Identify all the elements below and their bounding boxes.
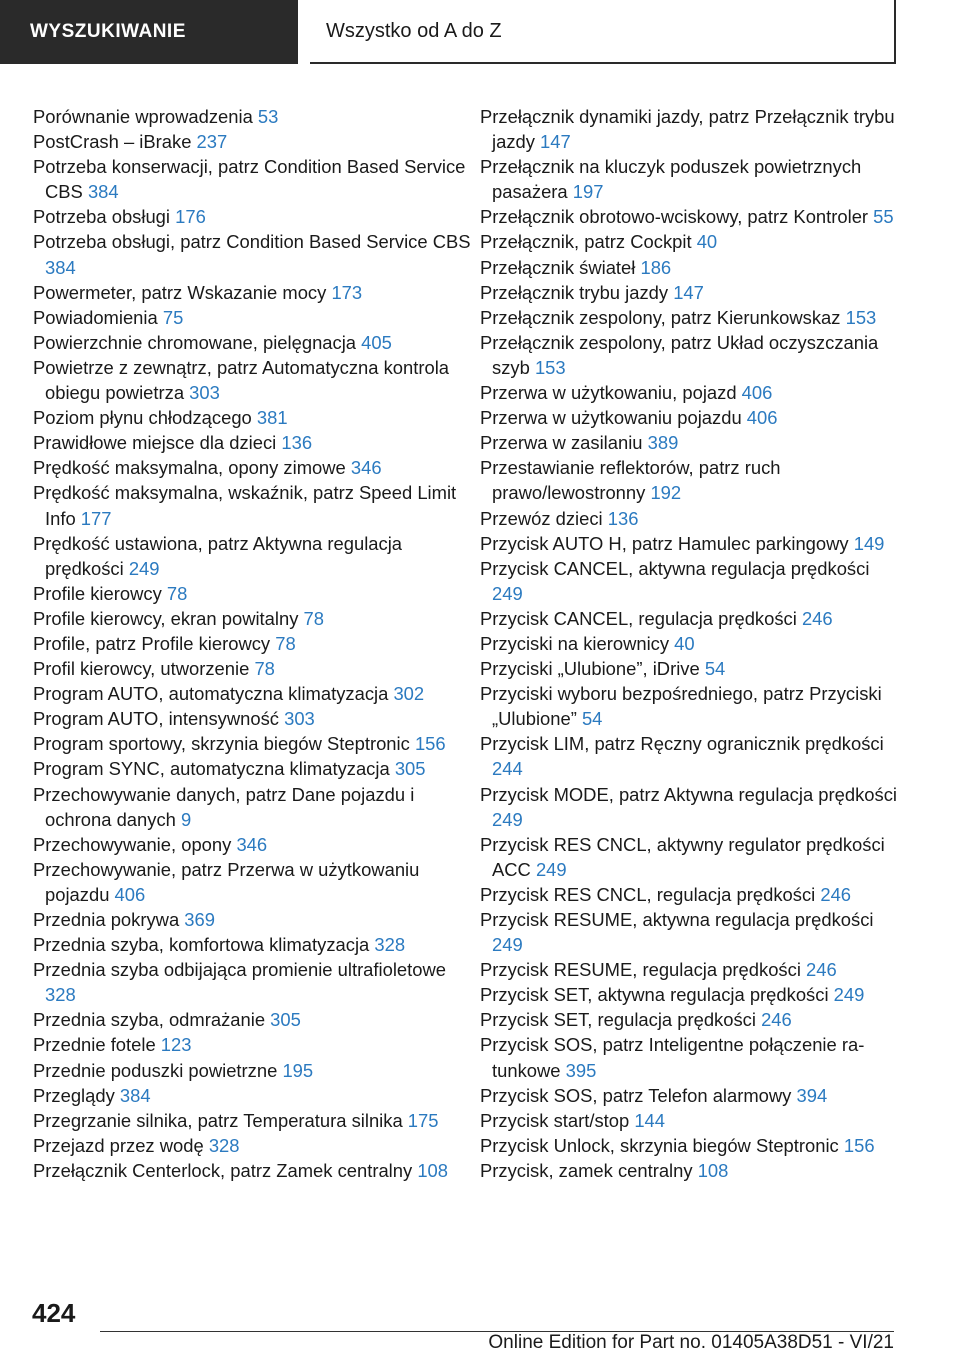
index-entry: [33, 957, 473, 1007]
index-entry-text: Przyciski na kierownicy: [480, 632, 675, 654]
index-entry-text: Przyciski wyboru bezpośredniego, patrz Przyciski „Ulubione”: [480, 683, 882, 730]
page-reference-link[interactable]: 153: [845, 306, 877, 328]
index-entry: [33, 932, 473, 957]
index-entry: [33, 104, 473, 129]
page-reference-link[interactable]: 40: [696, 231, 718, 253]
index-entry: [33, 355, 473, 405]
index-entry-text: Przednia pokrywa: [33, 909, 185, 930]
page-reference-link[interactable]: 249: [128, 557, 160, 579]
page-reference-link[interactable]: 249: [492, 808, 523, 830]
index-entry-text: Przełącznik obrotowo-wciskowy, patrz Kontroler: [480, 206, 874, 228]
index-entry-text: Program AUTO, automatyczna klimatyzacja: [33, 683, 394, 705]
index-entry: [480, 631, 900, 656]
index-entry: [480, 455, 900, 505]
index-entry-text: Przełącznik dynamiki jazdy, patrz Przełącznik trybu jazdy: [480, 106, 895, 153]
index-entry: [480, 656, 900, 681]
footer-edition: Online Edition for Part no. 01405A38D51 - VI/21: [488, 1332, 894, 1353]
page-reference-link[interactable]: 153: [534, 356, 566, 378]
page-header: [0, 0, 960, 66]
index-entry-text: Przeglądy: [33, 1084, 120, 1106]
index-entry: [480, 280, 900, 305]
page-reference-link[interactable]: 108: [697, 1159, 729, 1181]
index-entry-text: Program sportowy, skrzynia biegów Steptronic: [33, 733, 415, 755]
index-entry-text: Przycisk CANCEL, aktywna regulacja prędkości: [480, 557, 870, 579]
index-entry-text: Potrzeba konserwacji, patrz Condition Based Service CBS: [33, 156, 466, 203]
index-entry-text: Przestawianie reflektorów, patrz ruch prawo/lewostronny: [480, 457, 781, 504]
index-entry: [33, 1032, 473, 1057]
index-entry: [33, 1133, 473, 1158]
index-entry-text: Przełącznik zespolony, patrz Układ oczyszczania szyb: [480, 331, 879, 378]
index-entry: [33, 857, 473, 907]
page-reference-link[interactable]: 346: [350, 457, 382, 479]
page-reference-link[interactable]: 55: [873, 206, 894, 228]
index-entry: [480, 1133, 900, 1158]
index-entry: [480, 305, 900, 330]
index-entry: [33, 606, 473, 631]
index-entry-text: Przycisk start/stop: [480, 1109, 635, 1131]
index-entry: [480, 1032, 900, 1082]
index-entry: [480, 430, 900, 455]
index-entry-text: Przednie fotele: [33, 1034, 161, 1056]
index-entry-text: Przycisk RES CNCL, regulacja prędkości: [480, 883, 821, 905]
page-reference-link[interactable]: 303: [189, 382, 220, 404]
index-entry-text: Przednia szyba odbijająca promienie ultrafioletowe: [33, 959, 446, 981]
page-reference-link[interactable]: 369: [184, 909, 215, 930]
page-reference-link[interactable]: 246: [761, 1009, 792, 1031]
header-title-tab: [310, 0, 896, 64]
index-entry-text: Poziom płynu chłodzącego: [33, 407, 257, 429]
page-reference-link[interactable]: 156: [414, 733, 446, 755]
index-entry-text: Przechowywanie danych, patrz Dane pojazdu i ochrona danych: [33, 783, 415, 830]
index-entry: [33, 832, 473, 857]
index-entry: [33, 907, 473, 932]
index-entry: [480, 1083, 900, 1108]
index-entry: [480, 330, 900, 380]
index-entry: [480, 832, 900, 882]
index-entry: [480, 606, 900, 631]
page-title: Wszystko od A do Z: [326, 19, 502, 42]
index-entry-text: Przejazd przez wodę: [33, 1134, 209, 1156]
index-entry: [480, 405, 900, 430]
page-reference-link[interactable]: 123: [160, 1034, 192, 1056]
index-entry-text: Powermeter, patrz Wskazanie mocy: [33, 281, 332, 303]
tab-divider: [298, 0, 310, 64]
page-reference-link[interactable]: 78: [254, 658, 275, 680]
index-entry-text: Przycisk CANCEL, regulacja prędkości: [480, 607, 802, 629]
index-entry-text: Przycisk SET, regulacja prędkości: [480, 1009, 762, 1031]
index-entry-text: PostCrash – iBrake: [33, 131, 197, 153]
index-entry: [33, 782, 473, 832]
page-reference-link[interactable]: 394: [796, 1084, 828, 1106]
page-reference-link[interactable]: 249: [535, 858, 567, 880]
index-entry-text: Profil kierowcy, utworzenie: [33, 658, 255, 680]
index-entry-text: Powietrze z zewnątrz, patrz Automatyczna kontrola obiegu powietrza: [33, 356, 450, 404]
index-entry: [480, 982, 900, 1007]
index-entry-text: Prędkość ustawiona, patrz Aktywna regulacja prędkości: [33, 532, 403, 579]
index-entry-text: Profile kierowcy, ekran powitalny: [33, 607, 304, 629]
page-reference-link[interactable]: 78: [275, 632, 296, 654]
index-entry-text: Przerwa w użytkowaniu pojazdu: [480, 407, 747, 429]
index-entry: [480, 380, 900, 405]
page-reference-link[interactable]: 389: [647, 432, 679, 454]
page-reference-link[interactable]: 192: [650, 482, 682, 504]
index-entry-text: Przycisk, zamek centralny: [480, 1159, 698, 1181]
page-reference-link[interactable]: 177: [80, 507, 112, 529]
index-column-right: [480, 104, 900, 1183]
page-reference-link[interactable]: 249: [492, 582, 523, 604]
index-entry-text: Przełącznik trybu jazdy: [480, 281, 674, 303]
page-reference-link[interactable]: 9: [180, 808, 192, 830]
page-reference-link[interactable]: 328: [208, 1134, 240, 1156]
index-entry: [33, 129, 473, 154]
index-entry: [33, 581, 473, 606]
index-entry-text: Przycisk SOS, patrz Telefon alarmowy: [480, 1084, 797, 1106]
page-reference-link[interactable]: 176: [175, 206, 206, 228]
index-entry: [480, 154, 900, 204]
index-entry: [480, 882, 900, 907]
index-entry: [33, 154, 473, 204]
index-entry-text: Przerwa w użytkowaniu, pojazd: [480, 382, 742, 404]
page-reference-link[interactable]: 395: [565, 1059, 597, 1081]
page-reference-link[interactable]: 346: [236, 833, 268, 855]
page-reference-link[interactable]: 328: [374, 934, 406, 956]
index-entry: [33, 706, 473, 731]
index-entry-text: Porównanie wprowadzenia: [33, 106, 258, 127]
index-entry-text: Przełącznik, patrz Cockpit: [480, 231, 697, 253]
index-entry: [33, 1007, 473, 1032]
page-reference-link[interactable]: 78: [303, 607, 324, 629]
page-reference-link[interactable]: 305: [394, 758, 426, 780]
page-reference-link[interactable]: 136: [607, 507, 639, 529]
index-entry: [480, 255, 900, 280]
page-reference-link[interactable]: 406: [741, 382, 773, 404]
index-entry: [480, 782, 900, 832]
index-entry: [480, 731, 900, 781]
page-reference-link[interactable]: 305: [270, 1009, 301, 1031]
page-reference-link[interactable]: 381: [256, 407, 288, 429]
page-reference-link[interactable]: 405: [361, 331, 392, 353]
page-reference-link[interactable]: 197: [572, 181, 604, 203]
index-entry-text: Przyciski „Ulubione”, iDrive: [480, 658, 705, 680]
index-entry: [480, 1007, 900, 1032]
page-number: 424: [32, 1298, 76, 1328]
page-reference-link[interactable]: 149: [853, 532, 885, 554]
index-entry-text: Program AUTO, intensywność: [33, 708, 285, 730]
page-reference-link[interactable]: 384: [119, 1084, 151, 1106]
page-reference-link[interactable]: 195: [282, 1059, 314, 1081]
page-reference-link[interactable]: 136: [281, 432, 313, 454]
page-reference-link[interactable]: 303: [284, 708, 315, 730]
index-entry: [33, 430, 473, 455]
index-entry-text: Prawidłowe miejsce dla dzieci: [33, 432, 282, 454]
index-entry: [480, 204, 900, 229]
section-tab[interactable]: [0, 0, 298, 64]
index-entry: [33, 280, 473, 305]
page-reference-link[interactable]: 144: [634, 1109, 665, 1131]
index-entry-text: Przełącznik Centerlock, patrz Zamek centralny: [33, 1159, 418, 1181]
index-entry: [33, 480, 473, 530]
index-entry-text: Przechowywanie, patrz Przerwa w użytkowaniu pojazdu: [33, 858, 420, 905]
index-entry-text: Przycisk RESUME, aktywna regulacja prędkości: [480, 909, 874, 930]
page-reference-link[interactable]: 249: [833, 984, 865, 1006]
index-entry-text: Profile, patrz Profile kierowcy: [33, 632, 276, 654]
index-entry: [33, 731, 473, 756]
page-reference-link[interactable]: 246: [820, 883, 852, 905]
page-reference-link[interactable]: 54: [704, 658, 726, 680]
index-entry-text: Przycisk MODE, patrz Aktywna regulacja prędkości: [480, 783, 897, 805]
index-entry-text: Przegrzanie silnika, patrz Temperatura silnika: [33, 1109, 408, 1131]
index-entry: [480, 229, 900, 254]
index-column-left: [33, 104, 473, 1183]
page-reference-link[interactable]: 147: [540, 131, 571, 153]
index-entry-text: Program SYNC, automatyczna klimatyzacja: [33, 758, 395, 780]
page-reference-link[interactable]: 173: [331, 281, 363, 303]
index-entry: [33, 405, 473, 430]
index-entry: [480, 907, 900, 957]
index-entry-text: Przednia szyba, odmrażanie: [33, 1009, 271, 1031]
index-entry-text: Przycisk AUTO H, patrz Hamulec parkingowy: [480, 532, 854, 554]
page-reference-link[interactable]: 406: [746, 407, 778, 429]
index-entry: [480, 104, 900, 154]
page-reference-link[interactable]: 237: [196, 131, 228, 153]
page-reference-link[interactable]: 156: [843, 1134, 875, 1156]
page-reference-link[interactable]: 328: [45, 984, 76, 1006]
index-entry: [33, 756, 473, 781]
index-entry-text: Przycisk RES CNCL, aktywny regulator prędkości ACC: [480, 833, 885, 880]
page-reference-link[interactable]: 246: [806, 959, 837, 981]
index-entry: [33, 1158, 473, 1183]
index-entry: [480, 957, 900, 982]
index-entry-text: Prędkość maksymalna, wskaźnik, patrz Speed Limit Info: [33, 482, 457, 529]
index-entry: [33, 1108, 473, 1133]
index-entry-text: Przerwa w zasilaniu: [480, 432, 648, 454]
page-reference-link[interactable]: 406: [114, 883, 146, 905]
page-reference-link[interactable]: 75: [162, 306, 184, 328]
index-entry-text: Potrzeba obsługi: [33, 206, 176, 228]
index-entry-text: Przycisk SET, aktywna regulacja prędkości: [480, 984, 834, 1006]
index-entry-text: Przechowywanie, opony: [33, 833, 237, 855]
page-reference-link[interactable]: 384: [87, 181, 119, 203]
index-entry-text: Przełącznik świateł: [480, 256, 641, 278]
index-entry-text: Przewóz dzieci: [480, 507, 608, 529]
page-reference-link[interactable]: 40: [674, 632, 695, 654]
index-entry: [33, 229, 473, 279]
index-entry: [33, 305, 473, 330]
index-entry: [480, 531, 900, 556]
page-reference-link[interactable]: 249: [492, 934, 523, 956]
page-reference-link[interactable]: 147: [673, 281, 704, 303]
index-entry: [480, 506, 900, 531]
index-entry: [480, 1158, 900, 1183]
index-entry: [33, 204, 473, 229]
page-reference-link[interactable]: 53: [257, 106, 279, 127]
index-entry-text: Przednia szyba, komfortowa klimatyzacja: [33, 934, 375, 956]
page-reference-link[interactable]: 78: [166, 582, 188, 604]
section-tab-label: WYSZUKIWANIE: [30, 21, 186, 42]
page-reference-link[interactable]: 175: [407, 1109, 439, 1131]
index-entry-text: Prędkość maksymalna, opony zimowe: [33, 457, 351, 479]
index-entry-text: Przycisk LIM, patrz Ręczny ogranicznik prędkości: [480, 733, 884, 755]
index-entry: [480, 1108, 900, 1133]
index-entry: [33, 330, 473, 355]
index-entry-text: Potrzeba obsługi, patrz Condition Based Service CBS: [33, 231, 471, 253]
page-reference-link[interactable]: 302: [393, 683, 425, 705]
page-reference-link[interactable]: 244: [492, 758, 523, 780]
index-entry: [480, 556, 900, 606]
index-entry-text: Przycisk Unlock, skrzynia biegów Steptronic: [480, 1134, 844, 1156]
index-entry: [33, 656, 473, 681]
index-entry: [33, 631, 473, 656]
index-entry-text: Powiadomienia: [33, 306, 163, 328]
index-entry: [33, 1058, 473, 1083]
index-entry-text: Przełącznik na kluczyk poduszek powietrznych pasażera: [480, 156, 862, 203]
index-entry: [33, 1083, 473, 1108]
index-entry: [33, 681, 473, 706]
index-entry-text: Przycisk SOS, patrz Inteligentne połączenie ratunkowe: [480, 1034, 865, 1081]
index-entry: [33, 531, 473, 581]
index-entry-text: Przednie poduszki powietrzne: [33, 1059, 283, 1081]
index-entry-text: Przełącznik zespolony, patrz Kierunkowskaz: [480, 306, 846, 328]
page-reference-link[interactable]: 186: [640, 256, 672, 278]
index-entry: [480, 681, 900, 731]
index-entry-text: Profile kierowcy: [33, 582, 167, 604]
page-reference-link[interactable]: 108: [417, 1159, 448, 1181]
page-reference-link[interactable]: 54: [581, 708, 603, 730]
index-entry: [33, 455, 473, 480]
page-reference-link[interactable]: 384: [45, 256, 76, 278]
index-entry-text: Powierzchnie chromowane, pielęgnacja: [33, 331, 362, 353]
page-reference-link[interactable]: 246: [801, 607, 833, 629]
index-entry-text: Przycisk RESUME, regulacja prędkości: [480, 959, 807, 981]
